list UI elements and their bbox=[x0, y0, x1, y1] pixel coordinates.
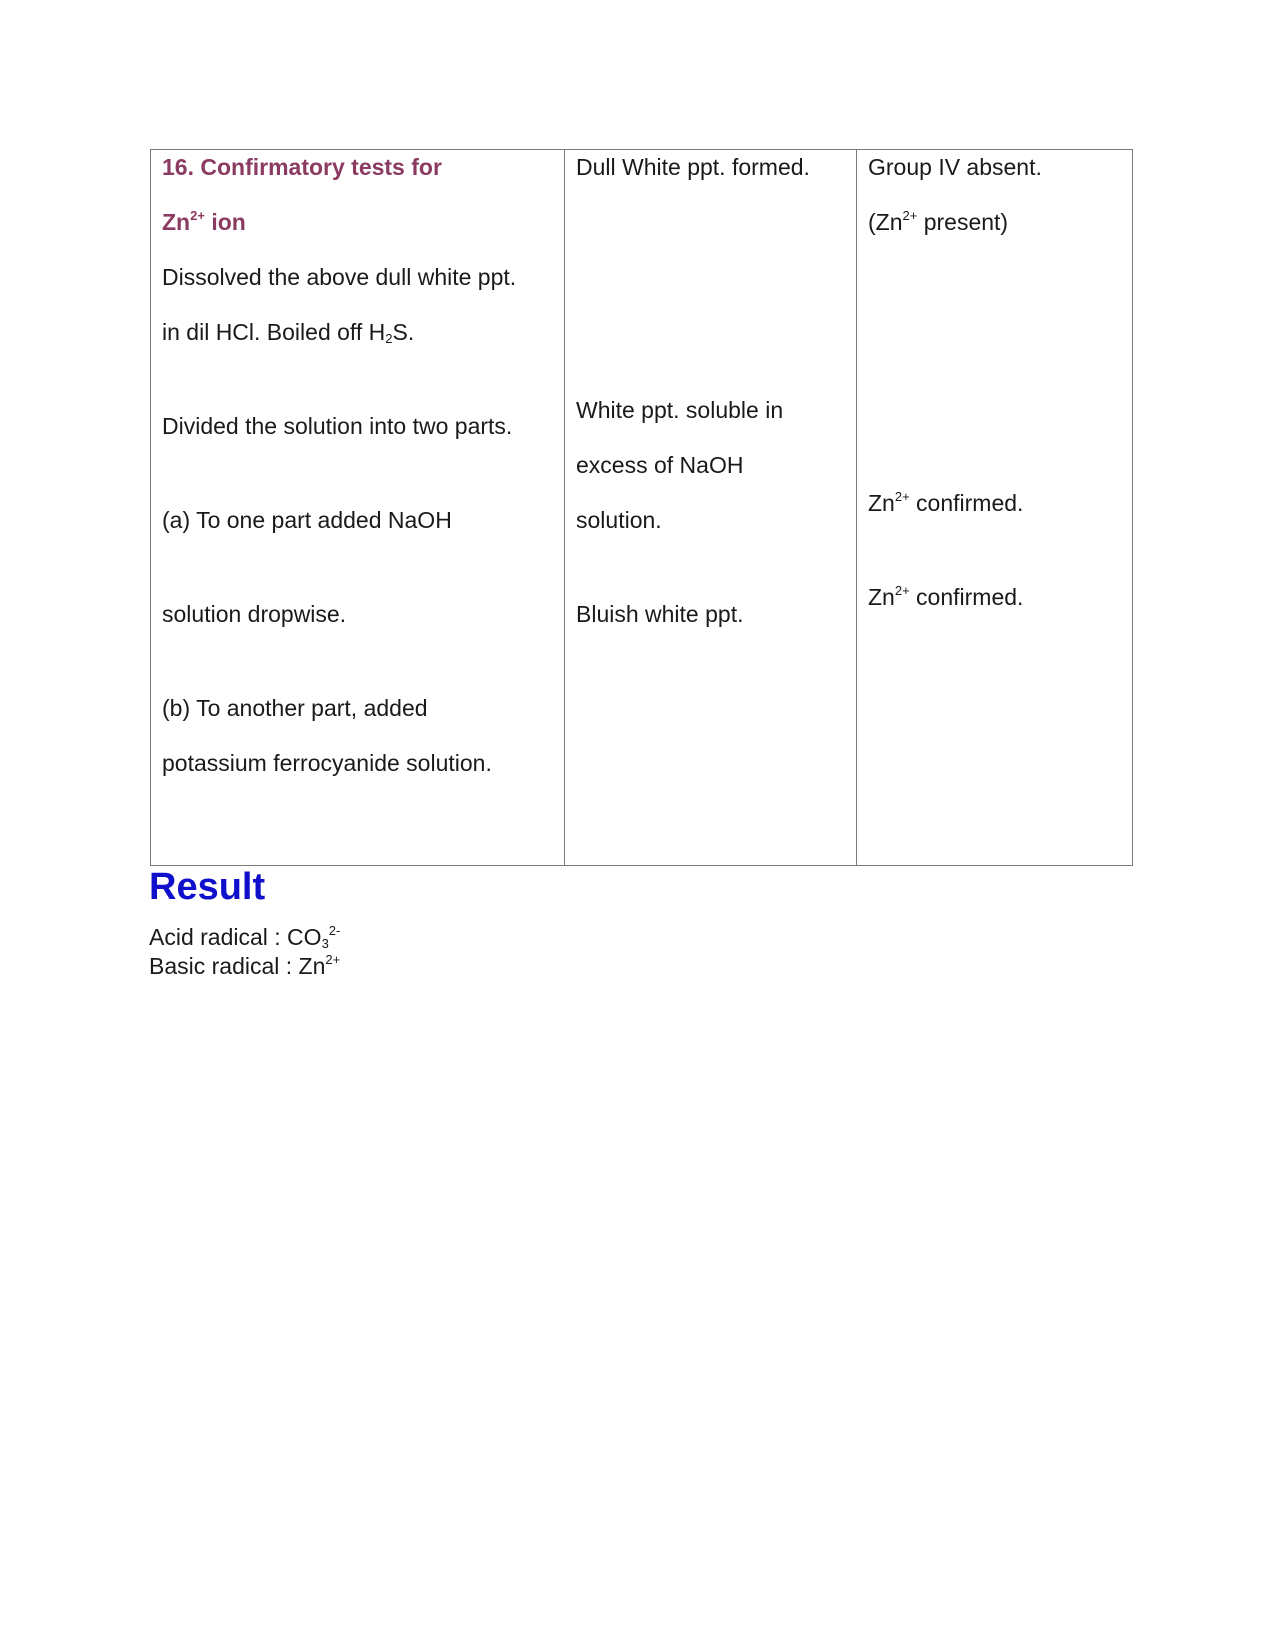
result-heading: Result bbox=[149, 866, 266, 908]
experiment-part-b-line1: (b) To another part, added bbox=[162, 695, 428, 721]
observation-2-line2: excess of NaOH bbox=[576, 452, 744, 478]
inference-2: ($Zn^{2+}$ present) bbox=[868, 208, 1009, 235]
observation-cell bbox=[565, 150, 857, 866]
table-row bbox=[151, 150, 1133, 866]
experiment-dissolved-line1: Dissolved the above dull white ppt. bbox=[162, 264, 517, 290]
observation-1: Dull White ppt. formed. bbox=[576, 154, 810, 180]
test-heading: 16. Confirmatory tests for bbox=[162, 154, 442, 180]
experiment-part-a-line2: solution dropwise. bbox=[162, 601, 347, 627]
experiment-part-b-line2: potassium ferrocyanide solution. bbox=[162, 750, 492, 776]
observation-2-line3: solution. bbox=[576, 507, 662, 533]
inference-3: $Zn^{2+}$ confirmed. bbox=[868, 489, 1024, 516]
test-heading-ion: $Zn^{2+}$ ion bbox=[162, 208, 246, 235]
inference-4: $Zn^{2+}$ confirmed. bbox=[868, 583, 1024, 610]
experiment-divided: Divided the solution into two parts. bbox=[162, 413, 513, 439]
inference-1: Group IV absent. bbox=[868, 154, 1042, 180]
experiment-part-a-line1: (a) To one part added NaOH bbox=[162, 507, 452, 533]
experiment-cell bbox=[151, 150, 565, 866]
observation-2-line1: White ppt. soluble in bbox=[576, 397, 784, 423]
experiment-table bbox=[150, 149, 1133, 866]
experiment-dissolved-line2: in dil HCl. Boiled off $H_2S$. bbox=[162, 319, 415, 346]
observation-3: Bluish white ppt. bbox=[576, 601, 744, 627]
acid-radical: Acid radical : $CO_3^{2-}$ bbox=[149, 923, 341, 951]
inference-cell bbox=[857, 150, 1133, 866]
basic-radical: Basic radical : $Zn^{2+}$ bbox=[149, 952, 341, 979]
